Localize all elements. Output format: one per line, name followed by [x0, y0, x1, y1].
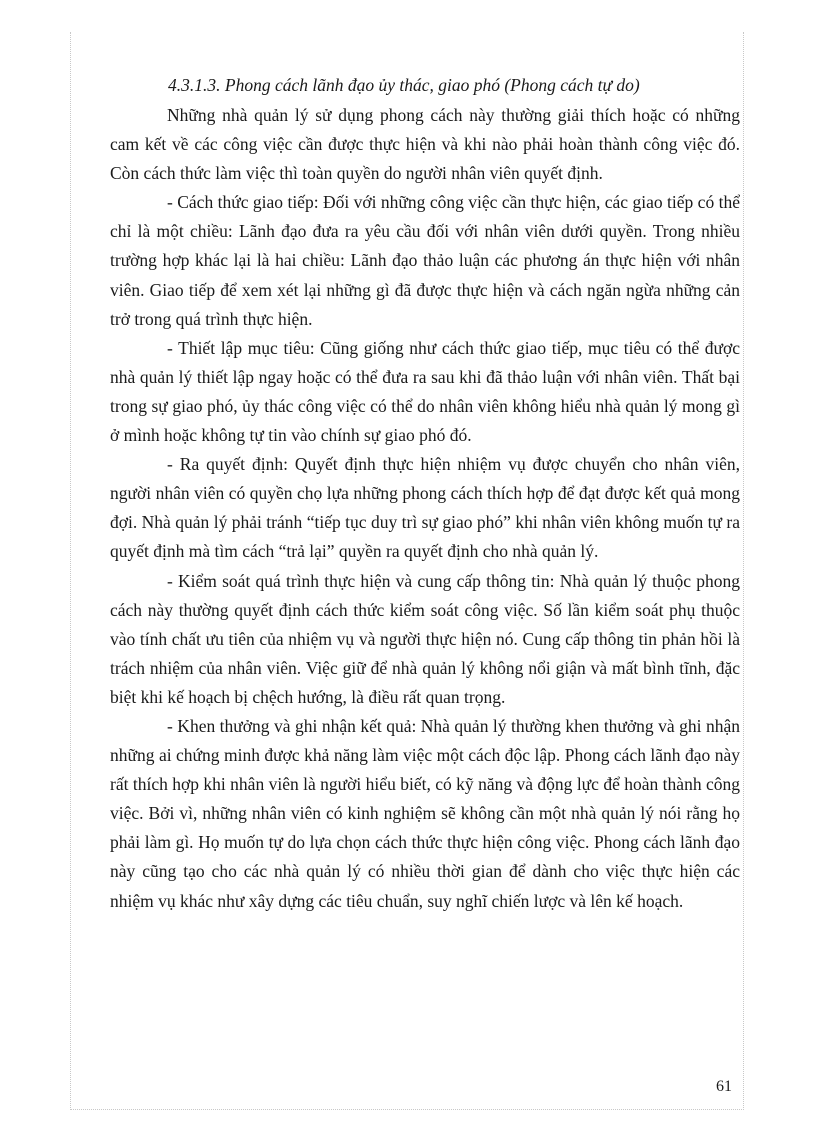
paragraph-goal-setting: - Thiết lập mục tiêu: Cũng giống như cách thức giao tiếp, mục tiêu có thể được nhà quản lý thiết lập ngay hoặc có thể đưa ra sau khi đã thảo luận với nhân viên. Thất bại trong sự giao phó, ủy thác công việc có thể do nhân viên không hiểu nhà quản lý mong gì ở mình hoặc không tự tin vào chính sự giao phó đó.	[110, 337, 740, 446]
paragraph-control-feedback: - Kiểm soát quá trình thực hiện và cung cấp thông tin: Nhà quản lý thuộc phong cách này thường quyết định cách thức kiểm soát công việc. Số lần kiểm soát phụ thuộc vào tính chất ưu tiên của nhiệm vụ và người thực hiện nó. Cung cấp thông tin phản hồi là trách nhiệm của nhân viên. Việc giữ để nhà quản lý không nổi giận và mất bình tĩnh, đặc biệt khi kế hoạch bị chệch hướng, là điều rất quan trọng.	[110, 570, 740, 707]
paragraph-rewards: - Khen thưởng và ghi nhận kết quả: Nhà quản lý thường khen thưởng và ghi nhận những ai chứng minh được khả năng làm việc một cách độc lập. Phong cách lãnh đạo này rất thích hợp khi nhân viên là người hiểu biết, có kỹ năng và động lực để hoàn thành công việc. Bởi vì, những nhân viên có kinh nghiệm sẽ không cần một nhà quản lý nói rằng họ phải làm gì. Họ muốn tự do lựa chọn cách thức thực hiện công việc. Phong cách lãnh đạo này cũng tạo cho các nhà quản lý có nhiều thời gian để dành cho việc thực hiện các nhiệm vụ khác như xây dựng các tiêu chuẩn, suy nghĩ chiến lược và lên kế hoạch.	[110, 715, 740, 911]
paragraph-intro: Những nhà quản lý sử dụng phong cách này thường giải thích hoặc có những cam kết về các công việc cần được thực hiện và khi nào phải hoàn thành công việc đó. Còn cách thức làm việc thì toàn quyền do người nhân viên quyết định.	[110, 105, 740, 184]
document-body	[110, 70, 740, 916]
page-number: 61	[716, 1078, 732, 1095]
paragraph-decision-making: - Ra quyết định: Quyết định thực hiện nhiệm vụ được chuyển cho nhân viên, người nhân viên có quyền chọ lựa những phong cách thích hợp để đạt được kết quả mong đợi. Nhà quản lý phải tránh “tiếp tục duy trì sự giao phó” khi nhân viên không muốn tự ra quyết định mà tìm cách “trả lại” quyền ra quyết định cho nhà quản lý.	[110, 454, 740, 562]
paragraph-communication: - Cách thức giao tiếp: Đối với những công việc cần thực hiện, các giao tiếp có thể chỉ là một chiều: Lãnh đạo đưa ra yêu cầu đối với nhân viên dưới quyền. Trong nhiều trường hợp khác lại là hai chiều: Lãnh đạo thảo luận các phương án thực hiện với nhân viên. Giao tiếp để xem xét lại những gì đã được thực hiện và cách ngăn ngừa những cản trở trong quá trình thực hiện.	[110, 192, 740, 329]
section-heading: 4.3.1.3. Phong cách lãnh đạo ủy thác, giao phó (Phong cách tự do)	[168, 75, 640, 95]
